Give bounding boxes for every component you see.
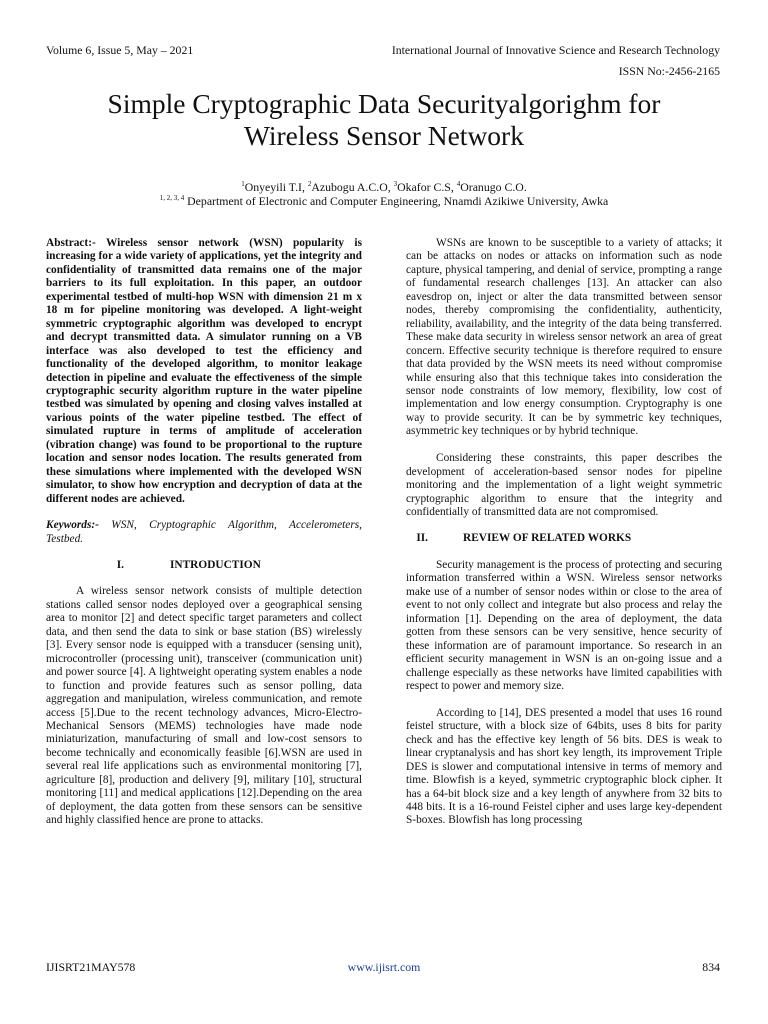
section-title: REVIEW OF RELATED WORKS bbox=[463, 532, 632, 545]
author-4-sup: 4 bbox=[456, 180, 461, 189]
paper-title bbox=[40, 88, 728, 152]
section-heading-introduction bbox=[46, 559, 362, 572]
section-heading-review bbox=[406, 532, 722, 545]
intro-paragraph: A wireless sensor network consists of multiple detection stations called sensor nodes deployed over a geographical sensing area to monitor [2] and detect specific target parameters and collect data, and then send the data to sink or base station (BS) wirelessly [3]. Every sensor node is equipped with a transducer (sensing unit), microcontroller (processing unit), transceiver (communication unit) and power source [4]. A lightweight operating system enables a node to function and provide features such as sensor polling, data aggregation and manipulation, wireless communication, and remote access [5].Due to the recent technology advances, Micro-Electro-Mechanical Sensors (MEMS) technologies have made node miniaturization, manufacturing of small and low-cost sensors to become technically and economically feasible [6].WSN are used in several real life applications such as environmental monitoring [7], agriculture [8], production and delivery [9], military [10], structural monitoring [11] and medical applications [12].Depending on the area of deployment, the data gotten from these sensors can be sensitive and highly classified hence are prone to attacks. bbox=[46, 585, 362, 827]
author-4: Oranugo C.O. bbox=[460, 180, 527, 194]
footer-paper-id: IJISRT21MAY578 bbox=[46, 960, 136, 974]
author-1: Onyeyili T.I, bbox=[244, 180, 308, 194]
abstract-text: Wireless sensor network (WSN) popularity is increasing for a wide variety of applications, yet the integrity and confidentiality of transmitted data remains one of the major barriers to its full exploitation. In this paper, an outdoor experimental testbed of multi-hop WSN with dimension 21 m x 18 m for pipeline monitoring was developed. A light-weight symmetric cryptographic algorithm was developed to encrypt and decrypt transmitted data. A simulator running on a VB interface was also developed to test the efficiency and functionality of the developed algorithm, to monitor leakage detection in pipeline and evaluate the effectiveness of the simple cryptographic security algorithm rupture in the water pipeline testbed was simulated by opening and closing valves installed at various points of the water pipeline testbed. The effect of simulated rupture in terms of amplitude of acceleration (vibration change) was found to be proportional to the rupture location and sensor nodes location. The results generated from these simulations where implemented with the developed WSN simulator, to show how encryption and decryption of data at the different nodes are achieved. bbox=[46, 237, 362, 505]
abstract bbox=[46, 237, 362, 506]
journal-name: International Journal of Innovative Science and Research Technology bbox=[391, 43, 720, 57]
author-2-sup: 2 bbox=[307, 180, 312, 189]
issn-number: ISSN No:-2456-2165 bbox=[618, 64, 720, 78]
author-list bbox=[40, 180, 728, 194]
section-title: INTRODUCTION bbox=[170, 558, 261, 571]
author-1-sup: 1 bbox=[241, 180, 245, 189]
abstract-label: Abstract:- bbox=[46, 237, 96, 249]
footer-website-link[interactable]: www.ijisrt.com bbox=[347, 960, 421, 974]
section-number: II. bbox=[416, 532, 428, 545]
affiliation-sup: 1, 2, 3, 4 bbox=[159, 194, 185, 203]
volume-issue: Volume 6, Issue 5, May – 2021 bbox=[46, 43, 194, 57]
body-paragraph-2: Considering these constraints, this paper describes the development of acceleration-based sensor nodes for pipeline monitoring and the implementation of a light weight symmetric cryptographic algorithm to ensure that the integrity and confidentially of transmitted data are not compromised. bbox=[406, 452, 722, 518]
author-2: Azubogu A.C.O, bbox=[311, 180, 394, 194]
right-column bbox=[406, 237, 722, 828]
affiliation bbox=[40, 194, 728, 208]
page-number: 834 bbox=[702, 960, 720, 974]
body-paragraph-1: WSNs are known to be susceptible to a variety of attacks; it can be attacks on nodes or attacks on information such as node capture, physical tampering, and denial of service, prompting a range of fundamental research challenges [13]. An attacker can also eavesdrop on, inject or alter the data transmitted between sensor nodes, thereby compromising the confidentiality, authenticity, reliability, availability, and the integrity of the data being transferred. These make data security in wireless sensor network an area of great concern. Effective security technique is therefore required to ensure that data provided by the WSN meets its need without compromise while ensuring also that this technique takes into consideration the sensor node constraints of low memory, flexibility, low cost of implementation and low energy consumption. Cryptography is one way to provide security. It can be by symmetric key techniques, asymmetric key techniques or by hybrid technique. bbox=[406, 237, 722, 438]
left-column bbox=[46, 237, 362, 828]
title-line-1: Simple Cryptographic Data Securityalgorighm for bbox=[107, 88, 661, 119]
affiliation-text: Department of Electronic and Computer Engineering, Nnamdi Azikiwe University, Awka bbox=[184, 194, 609, 208]
keywords-text: WSN, Cryptographic Algorithm, Accelerometers, Testbed. bbox=[46, 519, 362, 545]
author-3: Okafor C.S, bbox=[397, 180, 457, 194]
title-line-2: Wireless Sensor Network bbox=[244, 120, 524, 151]
author-3-sup: 3 bbox=[393, 180, 398, 189]
body-paragraph-4: According to [14], DES presented a model that uses 16 round feistel structure, with a block size of 64bits, uses 8 bits for parity check and has the effective key length of 56 bits. DES is weak to linear cryptanalysis and has short key length, its improvement Triple DES is slower and computational intensive in terms of memory and time. Blowfish is a keyed, symmetric cryptographic block cipher. It has a 64-bit block size and a key length of anywhere from 32 bits to 448 bits. It is a 16-round Feistel cipher and uses large key-dependent S-boxes. Blowfish has long processing bbox=[406, 706, 722, 827]
keywords bbox=[46, 519, 362, 546]
section-number: I. bbox=[116, 558, 124, 571]
body-paragraph-3: Security management is the process of protecting and securing information transferred within a WSN. Wireless sensor networks make use of a number of sensor nodes within or close to the area of event to not only collect and integrate but also process and relay the information [1]. Depending on the area of deployment, the data gotten from these sensors can be very sensitive, hence security of these information are of paramount importance. So research in an efficient security management in WSN is an on-going issue and a challenge especially as these networks have limited capabilities with respect to power and memory size. bbox=[406, 558, 722, 692]
keywords-label: Keywords:- bbox=[46, 519, 99, 532]
